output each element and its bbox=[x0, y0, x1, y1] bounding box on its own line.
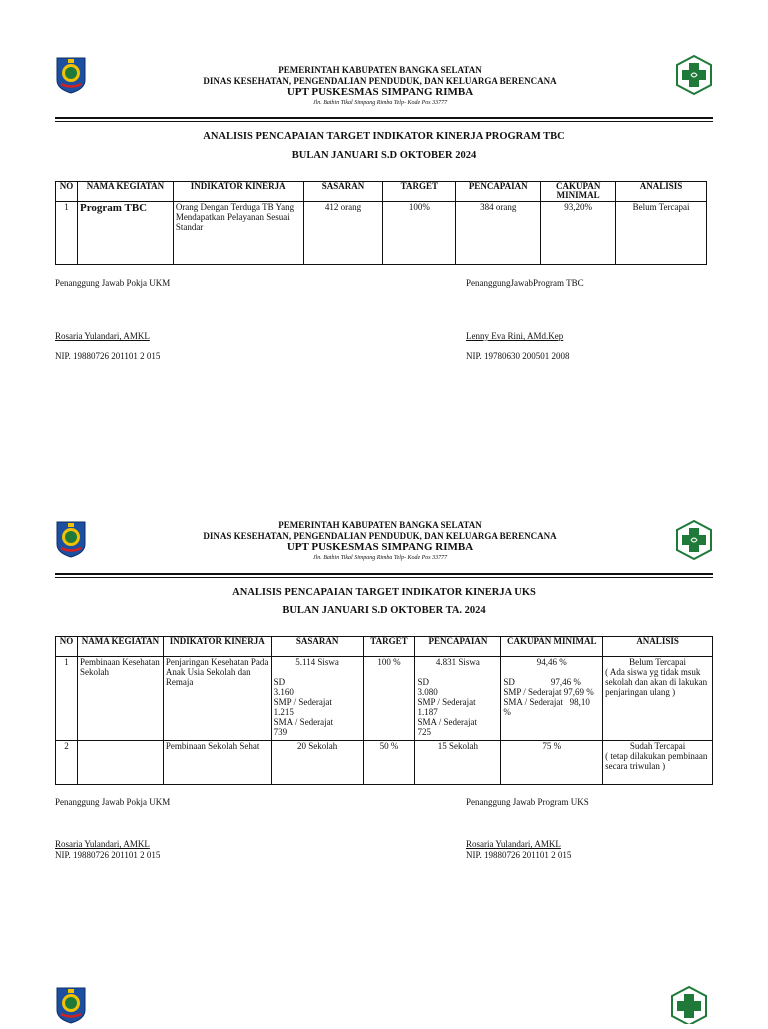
pencapaian-detail: SD 3.080 SMP / Sederajat 1.187 SMA / Sederajat 725 bbox=[417, 677, 477, 737]
section2-title: ANALISIS PENCAPAIAN TARGET INDIKATOR KINERJA UKS bbox=[232, 587, 536, 598]
pencapaian-total: 4.831 Siswa bbox=[435, 657, 480, 667]
cell-pencapaian: 384 orang bbox=[456, 202, 541, 265]
analisis-status: Sudah Tercapai bbox=[629, 741, 686, 751]
cell-sasaran: 20 Sekolah bbox=[271, 741, 363, 785]
cell-nama bbox=[77, 741, 163, 785]
cell-target: 100 % bbox=[363, 657, 415, 741]
section1-subtitle: BULAN JANUARI S.D OKTOBER 2024 bbox=[291, 150, 477, 161]
analisis-note: ( tetap dilakukan pembinaan secara triwulan ) bbox=[605, 751, 708, 771]
table-header-row bbox=[56, 182, 707, 202]
cell-analisis bbox=[603, 657, 713, 741]
cell-nama: Program TBC bbox=[77, 202, 173, 265]
section1-title: ANALISIS PENCAPAIAN TARGET INDIKATOR KINERJA PROGRAM TBC bbox=[203, 131, 565, 142]
section2-subtitle: BULAN JANUARI S.D OKTOBER TA. 2024 bbox=[282, 605, 486, 616]
col-nama-kegiatan: NAMA KEGIATAN bbox=[77, 182, 173, 202]
col-target: TARGET bbox=[363, 637, 415, 657]
letterhead-line-3: UPT PUSKESMAS SIMPANG RIMBA bbox=[286, 541, 474, 553]
puskesmas-cross-icon bbox=[669, 986, 709, 1026]
col-analisis: ANALISIS bbox=[603, 637, 713, 657]
table-row bbox=[56, 741, 713, 785]
letterhead bbox=[140, 65, 620, 109]
col-sasaran: SASARAN bbox=[303, 182, 383, 202]
col-target: TARGET bbox=[383, 182, 456, 202]
sign-left-nip: NIP. 19880726 201101 2 015 bbox=[55, 850, 161, 860]
cell-no: 2 bbox=[56, 741, 78, 785]
analisis-note: ( Ada siswa yg tidak msuk sekolah dan akan di lakukan penjaringan ulang ) bbox=[605, 667, 708, 697]
col-indikator: INDIKATOR KINERJA bbox=[173, 182, 303, 202]
sasaran-total: 5.114 Siswa bbox=[295, 657, 339, 667]
table-row bbox=[56, 657, 713, 741]
cell-sasaran bbox=[271, 657, 363, 741]
col-cakupan: CAKUPAN MINIMAL bbox=[541, 182, 616, 202]
cakupan-total: 94,46 % bbox=[536, 657, 567, 667]
uks-table bbox=[55, 636, 713, 785]
cell-indikator: Pembinaan Sekolah Sehat bbox=[163, 741, 271, 785]
cell-indikator: Orang Dengan Terduga TB Yang Mendapatkan Pelayanan Sesuai Standar bbox=[173, 202, 303, 265]
letterhead-address: Jln. Bathin Tikal Simpang Rimba Telp- Kode Pos 33777 bbox=[312, 100, 448, 106]
cell-pencapaian bbox=[415, 657, 501, 741]
col-pencapaian: PENCAPAIAN bbox=[456, 182, 541, 202]
sign-left-role: Penanggung Jawab Pokja UKM bbox=[55, 278, 171, 288]
sign-right-role: PenanggungJawabProgram TBC bbox=[466, 278, 584, 288]
sign-right-nip: NIP. 19780630 200501 2008 bbox=[466, 351, 570, 361]
cell-indikator: Penjaringan Kesehatan Pada Anak Usia Sekolah dan Remaja bbox=[163, 657, 271, 741]
cell-pencapaian: 15 Sekolah bbox=[415, 741, 501, 785]
tbc-table bbox=[55, 181, 707, 265]
cell-analisis bbox=[603, 741, 713, 785]
cell-cakupan bbox=[501, 657, 603, 741]
col-no: NO bbox=[56, 182, 78, 202]
regency-emblem-icon bbox=[55, 56, 87, 94]
col-cakupan: CAKUPAN MINIMAL bbox=[501, 637, 603, 657]
cell-no: 1 bbox=[56, 202, 78, 265]
cell-cakupan: 75 % bbox=[501, 741, 603, 785]
regency-emblem-icon bbox=[55, 986, 87, 1024]
cell-target: 100% bbox=[383, 202, 456, 265]
col-analisis: ANALISIS bbox=[616, 182, 707, 202]
puskesmas-cross-icon bbox=[674, 55, 714, 95]
col-pencapaian: PENCAPAIAN bbox=[415, 637, 501, 657]
cell-no: 1 bbox=[56, 657, 78, 741]
header-rule-thick bbox=[55, 573, 713, 575]
letterhead-line-2: DINAS KESEHATAN, PENGENDALIAN PENDUDUK, DAN KELUARGA BERENCANA bbox=[203, 75, 557, 86]
letterhead-line-3: UPT PUSKESMAS SIMPANG RIMBA bbox=[286, 86, 474, 98]
sign-right-name: Rosaria Yulandari, AMKL bbox=[466, 839, 561, 849]
cell-nama: Pembinaan Kesehatan Sekolah bbox=[77, 657, 163, 741]
sasaran-detail: SD 3.160 SMP / Sederajat 1.215 SMA / Sederajat 739 bbox=[273, 677, 334, 737]
analisis-status: Belum Tercapai bbox=[629, 657, 687, 667]
col-indikator: INDIKATOR KINERJA bbox=[163, 637, 271, 657]
letterhead-address: Jln. Bathin Tikal Simpang Rimba Telp- Kode Pos 33777 bbox=[312, 555, 448, 561]
col-no: NO bbox=[56, 637, 78, 657]
cell-target: 50 % bbox=[363, 741, 415, 785]
cakupan-detail: SD 97,46 % SMP / Sederajat 97,69 % SMA / Sederajat 98,10 % bbox=[503, 677, 594, 717]
letterhead-line-2: DINAS KESEHATAN, PENGENDALIAN PENDUDUK, DAN KELUARGA BERENCANA bbox=[203, 530, 557, 541]
regency-emblem-icon bbox=[55, 520, 87, 558]
sign-left-name: Rosaria Yulandari, AMKL bbox=[55, 839, 150, 849]
col-nama-kegiatan: NAMA KEGIATAN bbox=[77, 637, 163, 657]
puskesmas-cross-icon bbox=[674, 520, 714, 560]
sign-left-role: Penanggung Jawab Pokja UKM bbox=[55, 797, 171, 807]
table-header-row bbox=[56, 637, 713, 657]
cell-sasaran: 412 orang bbox=[303, 202, 383, 265]
sign-left-nip: NIP. 19880726 201101 2 015 bbox=[55, 351, 161, 361]
header-rule-thick bbox=[55, 117, 713, 119]
sign-right-name: Lenny Eva Rini, AMd.Kep bbox=[466, 331, 564, 341]
letterhead-line-1: PEMERINTAH KABUPATEN BANGKA SELATAN bbox=[278, 520, 482, 530]
letterhead bbox=[140, 520, 620, 564]
sign-right-role: Penanggung Jawab Program UKS bbox=[466, 797, 589, 807]
letterhead-line-1: PEMERINTAH KABUPATEN BANGKA SELATAN bbox=[278, 65, 482, 75]
sign-left-name: Rosaria Yulandari, AMKL bbox=[55, 331, 150, 341]
header-rule-thin bbox=[55, 121, 713, 122]
cell-analisis: Belum Tercapai bbox=[616, 202, 707, 265]
col-sasaran: SASARAN bbox=[271, 637, 363, 657]
table-row bbox=[56, 202, 707, 265]
sign-right-nip: NIP. 19880726 201101 2 015 bbox=[466, 850, 572, 860]
header-rule-thin bbox=[55, 577, 713, 578]
cell-cakupan: 93,20% bbox=[541, 202, 616, 265]
